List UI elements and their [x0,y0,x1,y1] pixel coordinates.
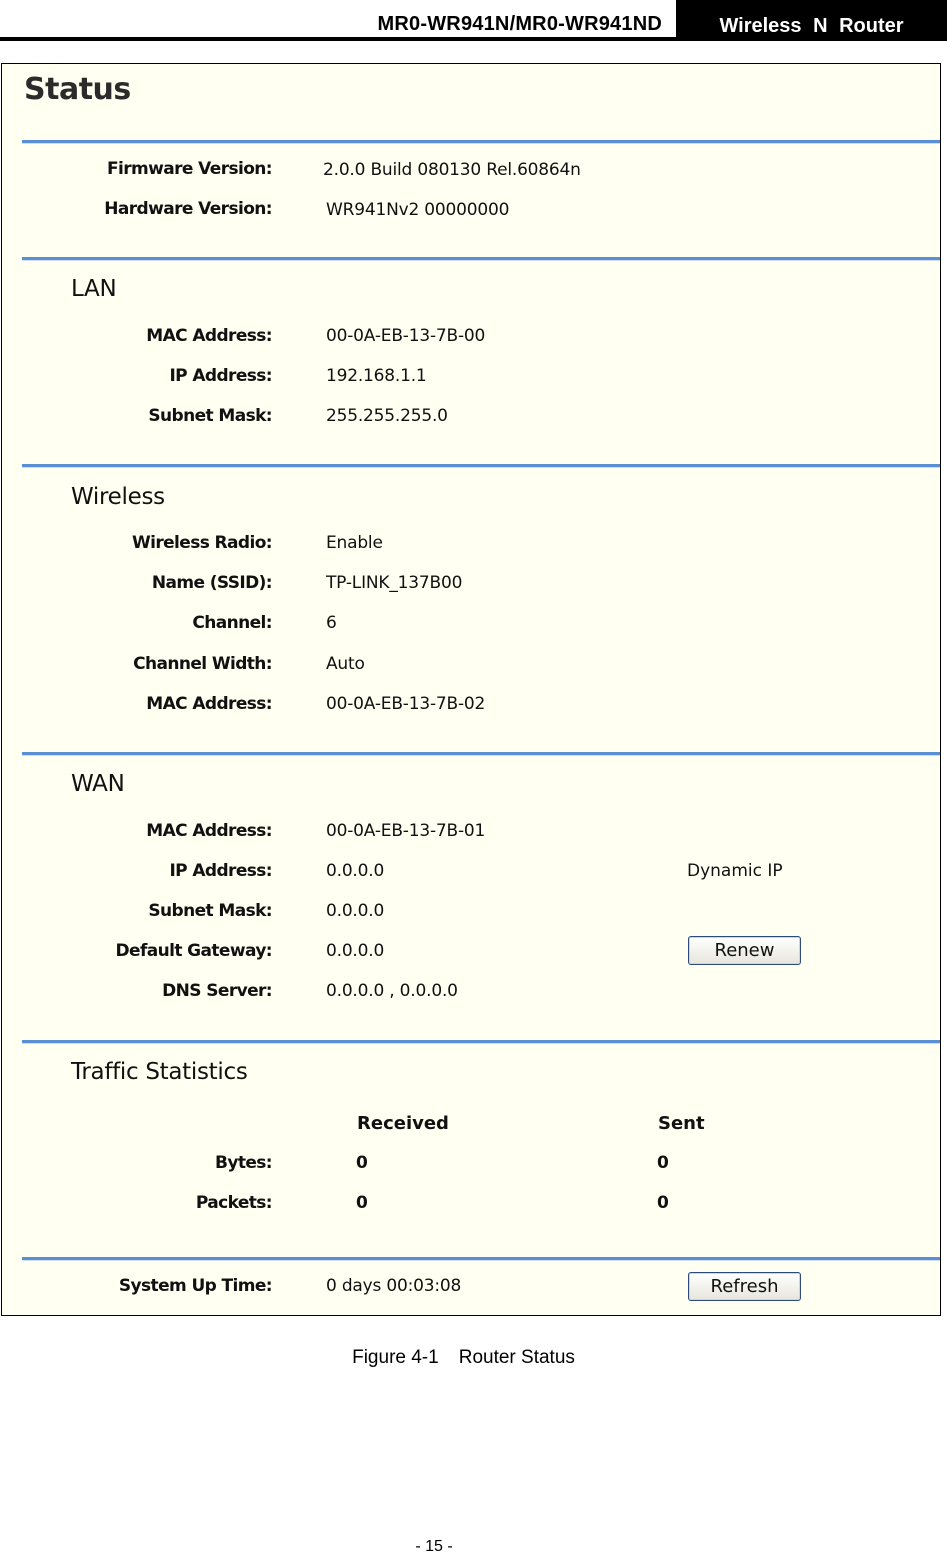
default-gateway-value: 0.0.0.0 [326,941,385,961]
bytes-received-value: 0 [356,1153,368,1173]
wan-subnet-label: Subnet Mask: [148,901,272,921]
hardware-version-label: Hardware Version: [104,199,272,219]
lan-ip-label: IP Address: [169,366,272,386]
wan-ip-value: 0.0.0.0 [326,861,385,881]
refresh-button[interactable]: Refresh [688,1272,801,1301]
firmware-version-label: Firmware Version: [106,159,272,179]
page-title: Status [24,72,131,107]
wan-connection-type: Dynamic IP [687,861,783,881]
section-divider [22,752,940,756]
section-divider [22,140,940,144]
channel-width-label: Channel Width: [133,654,272,674]
wireless-radio-label: Wireless Radio: [131,533,272,553]
lan-subnet-value: 255.255.255.0 [326,406,448,426]
renew-button[interactable]: Renew [688,936,801,965]
lan-section-title: LAN [71,276,117,302]
wan-subnet-value: 0.0.0.0 [326,901,385,921]
received-column-header: Received [357,1113,449,1134]
wireless-mac-value: 00-0A-EB-13-7B-02 [326,694,486,714]
firmware-version-value: 2.0.0 Build 080130 Rel.60864n [323,160,581,180]
document-header [0,0,947,40]
ssid-label: Name (SSID): [151,573,272,593]
lan-subnet-label: Subnet Mask: [148,406,272,426]
section-divider [22,257,940,261]
ssid-value: TP-LINK_137B00 [326,573,463,593]
bytes-label: Bytes: [214,1153,272,1173]
header-rule [0,37,947,41]
wireless-radio-value: Enable [326,533,383,553]
packets-received-value: 0 [356,1193,368,1213]
section-divider [22,1040,940,1044]
section-divider [22,464,940,468]
sent-column-header: Sent [658,1113,705,1134]
bytes-sent-value: 0 [657,1153,669,1173]
hardware-version-value: WR941Nv2 00000000 [326,200,510,220]
figure-title: Router Status [458,1347,575,1368]
lan-mac-label: MAC Address: [146,326,272,346]
system-uptime-label: System Up Time: [118,1276,272,1296]
section-divider [22,1257,940,1261]
wan-mac-label: MAC Address: [146,821,272,841]
figure-number: Figure 4-1 [352,1347,439,1368]
channel-width-value: Auto [326,654,365,674]
wireless-section-title: Wireless [71,484,165,510]
wan-ip-label: IP Address: [169,861,272,881]
channel-value: 6 [326,613,337,633]
status-panel [1,63,941,1316]
lan-ip-value: 192.168.1.1 [326,366,427,386]
dns-server-label: DNS Server: [162,981,272,1001]
packets-sent-value: 0 [657,1193,669,1213]
wan-section-title: WAN [71,771,125,797]
page-number: - 15 - [415,1538,453,1555]
product-name: Wireless N Router [676,0,947,40]
default-gateway-label: Default Gateway: [115,941,272,961]
system-uptime-value: 0 days 00:03:08 [326,1276,462,1296]
figure-caption [0,1347,947,1369]
wan-mac-value: 00-0A-EB-13-7B-01 [326,821,486,841]
wireless-mac-label: MAC Address: [146,694,272,714]
packets-label: Packets: [195,1193,272,1213]
channel-label: Channel: [192,613,272,633]
dns-server-value: 0.0.0.0 , 0.0.0.0 [326,981,458,1001]
lan-mac-value: 00-0A-EB-13-7B-00 [326,326,486,346]
model-name: MR0-WR941N/MR0-WR941ND [377,13,662,35]
traffic-section-title: Traffic Statistics [71,1059,248,1085]
